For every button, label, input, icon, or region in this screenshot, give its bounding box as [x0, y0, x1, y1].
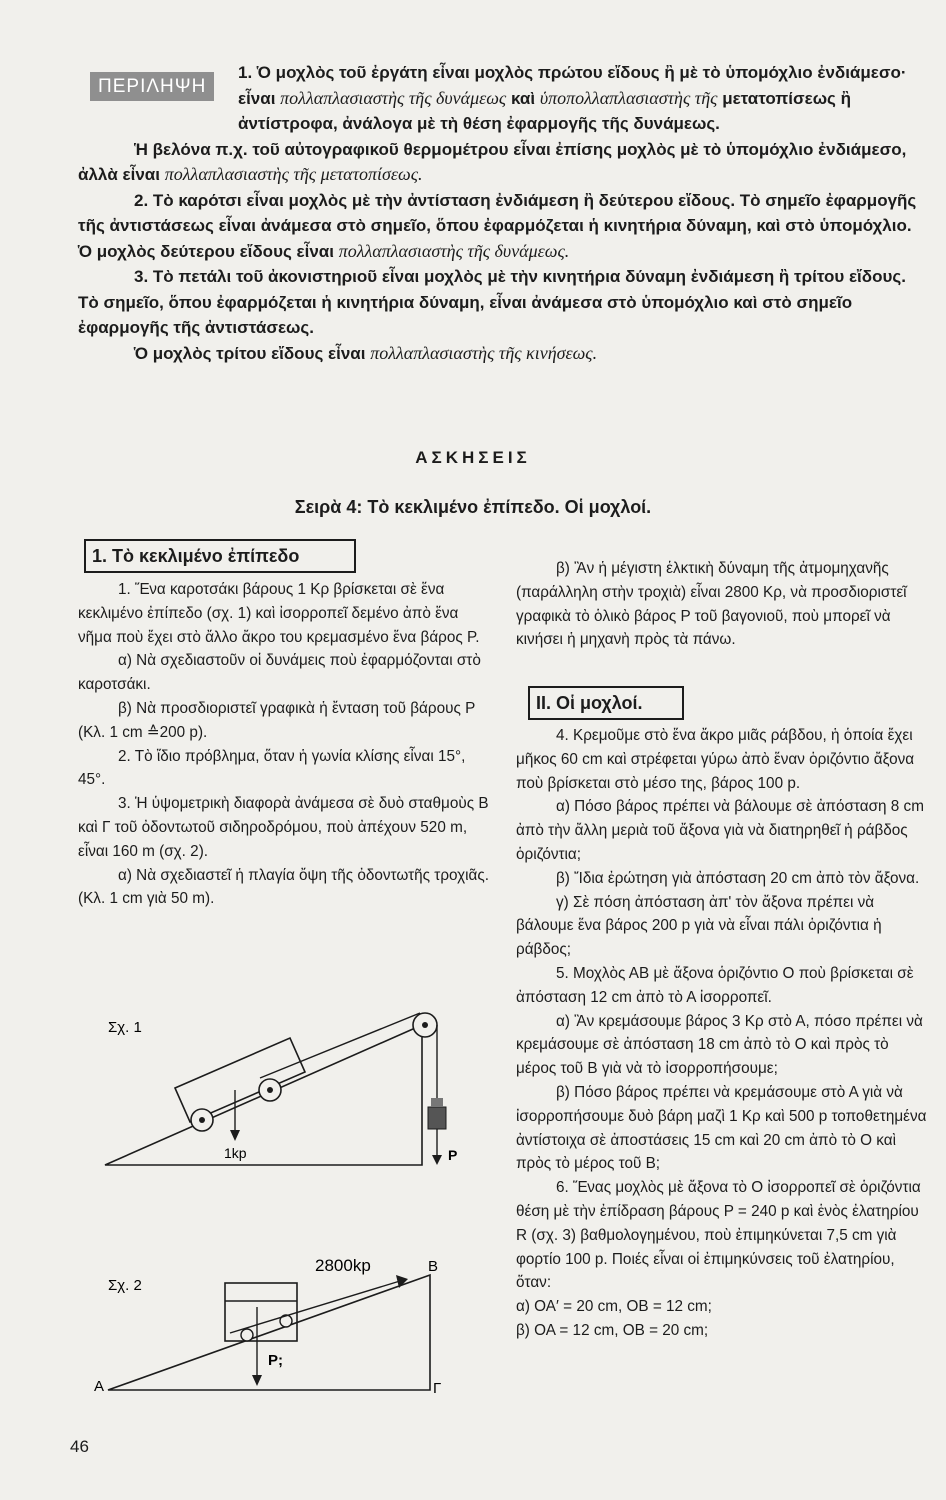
right-para: 6. Ἕνας μοχλὸς μὲ ἄξονα τὸ Ο ἰσορροπεῖ σὲ ὁριζόντια θέση μὲ τὴν ἐπίδραση βάρους P = 240 p καὶ ἑνὸς ἐλατηρίου R (σχ. 3) βαθμολογημένου, ποὺ ἐπιμηκύνεται 7,5 cm γιὰ φορτίο 100 p. Ποιές εἶναι οἱ ἐπιμηκύνσεις τοῦ ἐλατηρίου, ὅταν: [516, 1179, 921, 1292]
summary-p1-end: μετατοπίσεως ἢ ἀντίστροφα, ἀνάλογα μὲ τὴ θέση ἐφαρμογῆς τῆς δυνάμεως. [238, 88, 852, 133]
right-column-top [516, 557, 930, 652]
section-inclined-plane: 1. Τὸ κεκλιμένο ἐπίπεδο [84, 539, 356, 573]
railway-incline [108, 1275, 430, 1390]
cart-body [175, 1038, 305, 1122]
page-number: 46 [70, 1437, 89, 1456]
fig2-point-b: Β [428, 1258, 439, 1275]
summary-p3-text: 2. Τὸ καρότσι εἶναι μοχλὸς μὲ τὴν ἀντίσταση ἐνδιάμεση ἢ δεύτερου εἴδους. Τὸ σημεῖο ἐφαρμογῆς τῆς ἀντιστάσεως εἶναι ἀνάμεσα στὸ σημεῖο, ὅπου ἐφαρμόζεται ἡ κινητήρια δύναμη, καὶ στὸ ὑπομόχλιο. Ὁ μοχλὸς δεύτερου εἴδους εἶναι [78, 190, 917, 261]
weight-arrow-head [230, 1130, 240, 1141]
summary-p1-and: καὶ [510, 88, 536, 108]
left-para: 2. Τὸ ἴδιο πρόβλημα, ὅταν ἡ γωνία κλίσης εἶναι 15°, 45°. [78, 747, 466, 789]
section-levers: ΙΙ. Οἱ μοχλοί. [528, 686, 684, 720]
right-para: 4. Κρεμοῦμε στὸ ἕνα ἄκρο μιᾶς ράβδου, ἡ ὁποία ἔχει μῆκος 60 cm καὶ στρέφεται γύρω ἀπὸ ἕναν ὁριζόντιο ἄξονα ποὺ βρίσκεται στὸ μέσο της, βάρος 100 p. [516, 727, 915, 792]
pulley-hub [422, 1022, 428, 1028]
left-column [78, 578, 492, 911]
summary-p3-ital: πολλαπλασιαστὴς τῆς δυνάμεως. [338, 240, 570, 261]
p-arrow-head [432, 1155, 442, 1165]
exercises-heading: ΑΣΚΗΣΕΙΣ [415, 448, 531, 467]
traction-arrow [230, 1281, 400, 1333]
summary-badge: ΠΕΡΙΛΗΨΗ [90, 72, 214, 101]
summary-p5-text: Ὁ μοχλὸς τρίτου εἴδους εἶναι [134, 343, 366, 363]
case-b: β) ΟΑ = 12 cm, ΟΒ = 20 cm; [516, 1321, 709, 1339]
summary-p5-ital: πολλαπλασιαστὴς τῆς κινήσεως. [370, 342, 598, 363]
cart-wheel-hub [267, 1087, 273, 1093]
hanging-weight-top [431, 1098, 443, 1107]
left-para: 1. Ἕνα καροτσάκι βάρους 1 Κρ βρίσκεται σὲ ἕνα κεκλιμένο ἐπίπεδο (σχ. 1) καὶ ἰσορροπεῖ δεμένο ἀπὸ ἕνα νῆμα ποὺ ἔχει στὸ ἄλλο ἄκρο του κρεμασμένο ἕνα βάρος Ρ. [78, 581, 480, 646]
fig2-force-label: 2800kp [315, 1256, 371, 1275]
summary-p2 [78, 137, 930, 188]
summary-p1 [78, 60, 930, 137]
figure-2 [90, 1245, 470, 1405]
fig1-weight-label: 1kp [224, 1145, 247, 1161]
left-para: α) Νὰ σχεδιαστεῖ ἡ πλαγία ὄψη τῆς ὀδοντωτῆς τροχιᾶς. (Κλ. 1 cm γιὰ 50 m). [78, 866, 490, 908]
left-para: α) Νὰ σχεδιαστοῦν οἱ δυνάμεις ποὺ ἐφαρμόζονται στὸ καροτσάκι. [78, 652, 481, 694]
case-a: α) ΟΑ′ = 20 cm, ΟΒ = 12 cm; [516, 1298, 712, 1316]
right-para: α) Ἂν κρεμάσουμε βάρος 3 Κρ στὸ Α, πόσο πρέπει νὰ κρεμάσουμε σὲ ἀπόσταση 18 cm ἀπὸ τὸ Ο καὶ πρὸς τὸ μέρος τοῦ Β γιὰ νὰ τὸ ἰσορροπήσουμε; [516, 1012, 923, 1078]
fig2-p-label: P; [268, 1352, 283, 1369]
right-para: β) Ἴδια ἐρώτηση γιὰ ἀπόσταση 20 cm ἀπὸ τὸν ἄξονα. [556, 869, 920, 887]
summary-p3 [78, 188, 930, 265]
right-column [516, 724, 930, 1343]
fig2-point-g: Γ [433, 1380, 442, 1397]
wagon-wheel [241, 1329, 253, 1341]
right-para: 5. Μοχλὸς ΑΒ μὲ ἄξονα ὁριζόντιο Ο ποὺ βρίσκεται σὲ ἀπόσταση 12 cm ἀπὸ τὸ Α ἰσορροπεῖ. [516, 964, 914, 1006]
summary-p1-text: 1. Ὁ μοχλὸς τοῦ ἐργάτη εἶναι μοχλὸς πρώτου εἴδους ἢ μὲ τὸ ὑπομόχλιο ἐνδιάμεσο· εἶναι [238, 63, 907, 108]
fig1-label: Σχ. 1 [108, 1019, 142, 1036]
right-para: β) Πόσο βάρος πρέπει νὰ κρεμάσουμε στὸ Α γιὰ νὰ ἰσορροπήσουμε δυὸ βάρη μαζὶ 1 Κρ καὶ 500 p τοποθετημένα ἀντίστοιχα σὲ ἀποστάσεις 15 cm καὶ 20 cm ἀπὸ τὸ Ο καὶ πρὸς τὸ μέρος τοῦ Β; [516, 1083, 927, 1173]
series-title: Σειρὰ 4: Τὸ κεκλιμένο ἐπίπεδο. Οἱ μοχλοί. [294, 497, 652, 517]
summary-p5 [78, 341, 930, 367]
right-para: α) Πόσο βάρος πρέπει νὰ βάλουμε σὲ ἀπόσταση 8 cm ἀπὸ τὴν ἄλλη μεριὰ τοῦ ἄξονα γιὰ νὰ διατηρηθεῖ ἡ ράβδος ὁριζόντια; [516, 798, 924, 863]
fig1-p-label: P [448, 1147, 458, 1163]
summary-p2-ital: πολλαπλασιαστὴς τῆς μετατοπίσεως. [164, 164, 423, 184]
summary-p1-ital: πολλαπλασιαστὴς τῆς δυνάμεως [280, 87, 507, 108]
right-para: β) Ἂν ἡ μέγιστη ἑλκτικὴ δύναμη τῆς ἀτμομηχανῆς (παράλληλη στὴν τροχιὰ) εἶναι 2800 Κρ, νὰ προσδιοριστεῖ γραφικὰ τὸ ὁλικὸ βάρος Ρ τοῦ βαγονιοῦ, ποὺ μπορεῖ νὰ κινήσει ἡ μηχανὴ πρὸς τὰ πάνω. [516, 560, 907, 649]
summary-block [78, 60, 930, 366]
left-para: 3. Ἡ ὑψομετρικὴ διαφορὰ ἀνάμεσα σὲ δυὸ σταθμοὺς Β καὶ Γ τοῦ ὀδοντωτοῦ σιδηροδρόμου, ποὺ ἀπέχουν 520 m, εἶναι 160 m (σχ. 2). [78, 795, 489, 860]
summary-p2-text: Ἡ βελόνα π.χ. τοῦ αὐτογραφικοῦ θερμομέτρου εἶναι ἐπίσης μοχλὸς μὲ τὸ ὑπομόχλιο ἐνδιάμεσο, ἀλλὰ εἶναι [78, 139, 907, 184]
weight-arrow-head [252, 1375, 262, 1386]
hanging-weight [428, 1107, 446, 1129]
fig2-point-a: Α [94, 1378, 105, 1395]
figure-1 [100, 1010, 500, 1180]
wagon [225, 1283, 297, 1341]
string [260, 1013, 420, 1078]
cart-wheel-hub [199, 1117, 205, 1123]
right-para: γ) Σὲ πόση ἀπόσταση ἀπ' τὸν ἄξονα πρέπει νὰ βάλουμε ἕνα βάρος 200 p γιὰ νὰ εἶναι πάλι ὁριζόντια ἡ ράβδος; [516, 893, 882, 959]
summary-p1-ital2: ὑποπολλαπλασιαστὴς τῆς [539, 87, 718, 108]
left-para: β) Νὰ προσδιοριστεῖ γραφικὰ ἡ ἔνταση τοῦ βάρους Ρ (Κλ. 1 cm ≙200 p). [78, 699, 476, 741]
summary-p4: 3. Τὸ πετάλι τοῦ ἀκονιστηριοῦ εἶναι μοχλὸς μὲ τὴν κινητήρια δύναμη ἐνδιάμεση ἢ τρίτου εἴδους. Τὸ σημεῖο, ὅπου ἐφαρμόζεται ἡ κινητήρια δύναμη, εἶναι ἀνάμεσα στὸ ὑπομόχλιο καὶ στὸ σημεῖο ἐφαρμογῆς τῆς ἀντιστάσεως. [78, 267, 906, 337]
fig2-label: Σχ. 2 [108, 1277, 142, 1294]
